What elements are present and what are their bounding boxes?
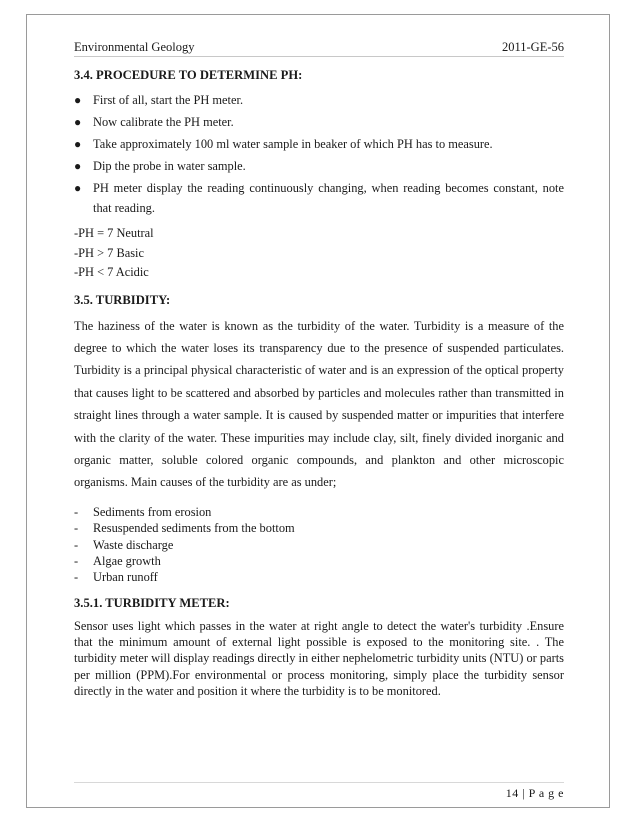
list-item-text: Urban runoff [93, 570, 158, 585]
list-item-text: Algae growth [93, 553, 161, 568]
turbidity-meter-paragraph: Sensor uses light which passes in the water at right angle to detect the water's turbidity .Ensure that the minimum amount of external light possible is exposed to the monitoring site. . The turbidity meter will display readings directly in either nephelometric turbidity units (NTU) or parts per million (PPM).For environmental or process monitoring, simply place the turbidity sensor directly in the water and position it where the turbidity is to be monitored. [74, 618, 564, 698]
header-course-title: Environmental Geology [74, 40, 195, 54]
list-item [74, 504, 564, 520]
section-heading-turbidity: 3.5. TURBIDITY: [74, 292, 171, 307]
bullet-icon: ● [74, 137, 82, 151]
dash-icon: - [74, 570, 79, 585]
list-item [74, 178, 564, 218]
list-item [74, 156, 564, 176]
footer-rule [74, 782, 564, 783]
list-item-text: Dip the probe in water sample. [93, 159, 246, 173]
dash-icon: - [74, 504, 79, 519]
ph-range-neutral: -PH = 7 Neutral [74, 226, 154, 240]
dash-icon: - [74, 553, 79, 568]
bullet-icon: ● [74, 181, 82, 195]
list-item-text: PH meter display the reading continuously changing, when reading becomes constant, note that reading. [93, 181, 564, 215]
list-item [74, 90, 564, 110]
turbidity-paragraph: The haziness of the water is known as the turbidity of the water. Turbidity is a measure of the degree to which the water loses its transparency due to the presence of suspended particulates. Turbidity is a principal physical characteristic of water and is an expression of the optical property that causes light to be scattered and absorbed by particles and molecules rather than transmitted in straight lines through a water sample. It is caused by suspended matter or impurities that interfere with the clarity of the water. These impurities may include clay, silt, finely divided inorganic and organic matter, soluble colored organic compounds, and plankton and other microscopic organisms. Main causes of the turbidity are as under; [74, 318, 564, 490]
dash-icon: - [74, 537, 79, 552]
list-item-text: Take approximately 100 ml water sample in beaker of which PH has to measure. [93, 137, 493, 151]
list-item-text: Resuspended sediments from the bottom [93, 521, 295, 536]
list-item [74, 553, 564, 569]
list-item-text: First of all, start the PH meter. [93, 93, 244, 107]
list-item-text: Waste discharge [93, 537, 174, 552]
bullet-icon: ● [74, 115, 82, 129]
section-heading-turbidity-meter: 3.5.1. TURBIDITY METER: [74, 595, 230, 610]
page-number: 14 | P a g e [505, 786, 564, 800]
list-item-text: Now calibrate the PH meter. [93, 115, 234, 129]
bullet-icon: ● [74, 93, 82, 107]
ph-range-acidic: -PH < 7 Acidic [74, 265, 149, 279]
turbidity-causes-list [74, 504, 564, 586]
dash-icon: - [74, 521, 79, 536]
list-item [74, 112, 564, 132]
section-heading-ph: 3.4. PROCEDURE TO DETERMINE PH: [74, 68, 303, 82]
page-content [74, 66, 564, 699]
list-item [74, 134, 564, 154]
list-item-text: Sediments from erosion [93, 504, 212, 519]
ph-procedure-list [74, 90, 564, 218]
header-rule [74, 56, 564, 57]
list-item [74, 537, 564, 553]
list-item [74, 569, 564, 585]
list-item [74, 520, 564, 536]
ph-range-basic: -PH > 7 Basic [74, 245, 144, 260]
header-student-id: 2011-GE-56 [501, 40, 564, 54]
bullet-icon: ● [74, 159, 82, 173]
ph-ranges [74, 224, 564, 283]
